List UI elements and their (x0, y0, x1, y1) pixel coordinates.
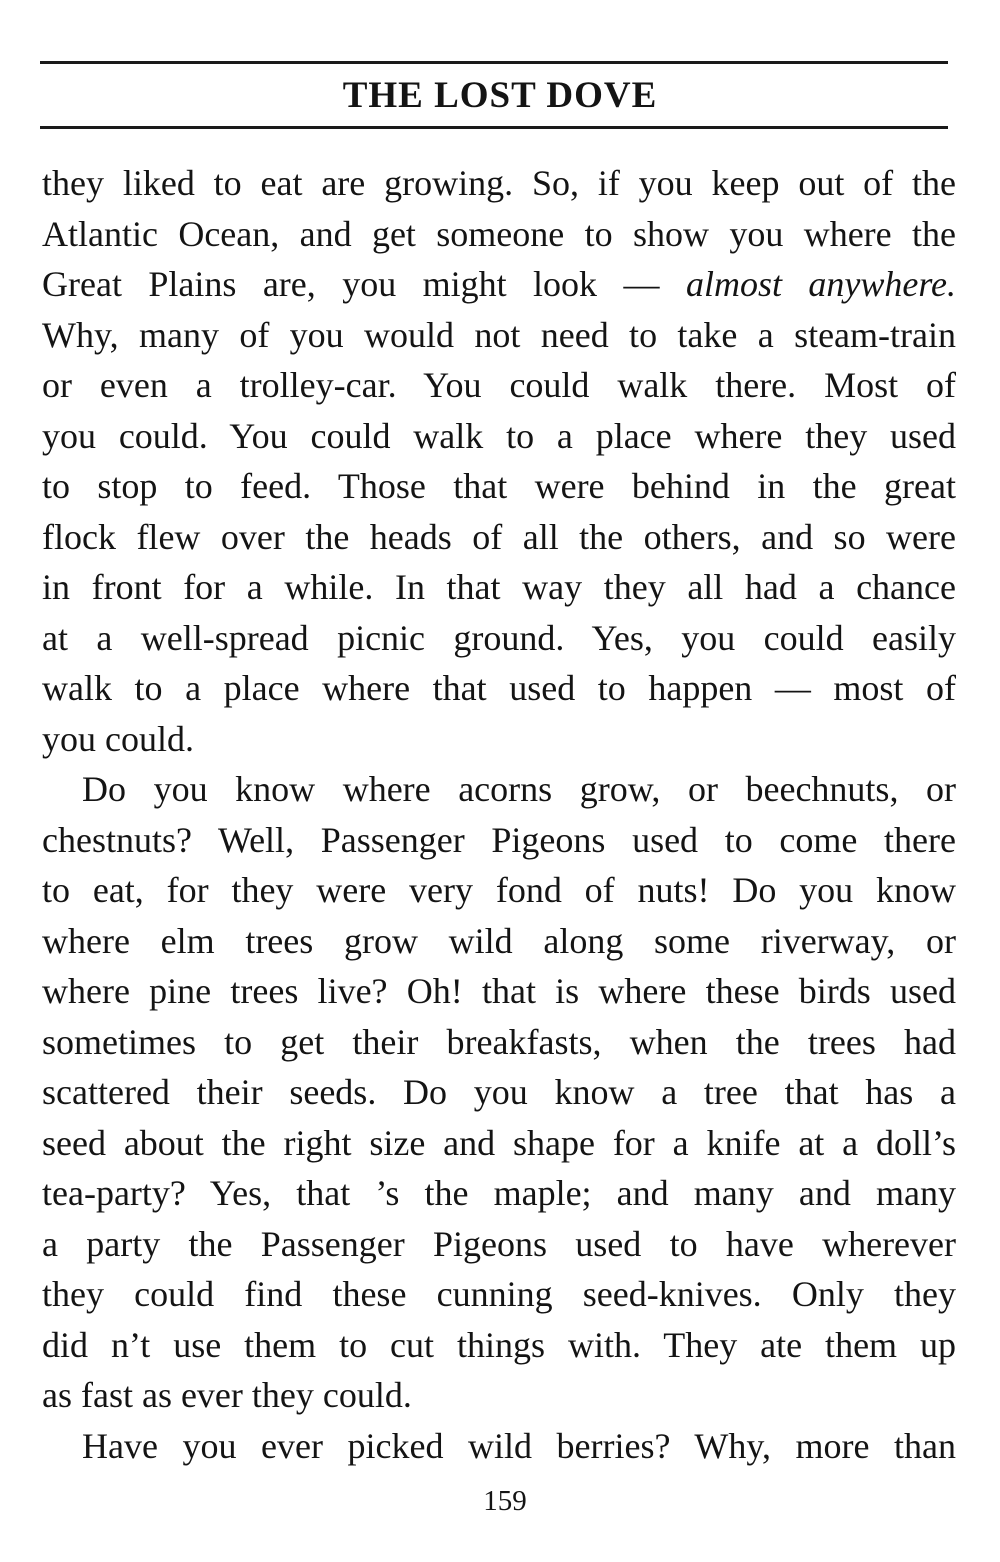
running-head: THE LOST DOVE (342, 75, 658, 116)
text-line: where pine trees live? Oh! that is where these birds used (42, 971, 956, 1011)
text-line: a party the Passenger Pigeons used to have wherever (42, 1223, 956, 1264)
text-line: walk to a place where that used to happen — most of (42, 668, 956, 708)
text-line: tea-party? Yes, that ’s the maple; and many and many (42, 1173, 956, 1213)
text-line: in front for a while. In that way they all had a chance (42, 567, 956, 607)
text-line: did n’t use them to cut things with. They ate them up (42, 1324, 956, 1365)
text-line: Have you ever picked wild berries? Why, more than (82, 1425, 956, 1466)
head-rule (40, 126, 948, 129)
text-line: flock flew over the heads of all the others, and so were (42, 516, 956, 557)
text-line: chestnuts? Well, Passenger Pigeons used to come there (42, 819, 956, 860)
text-line: sometimes to get their breakfasts, when the trees had (42, 1021, 956, 1062)
top-rule (40, 61, 948, 64)
text-line: Why, many of you would not need to take a steam-train (42, 314, 956, 355)
text-line: at a well-spread picnic ground. Yes, you could easily (42, 617, 956, 658)
page-number: 159 (483, 1485, 527, 1517)
text-line: scattered their seeds. Do you know a tree that has a (42, 1072, 956, 1112)
text-line: you could. You could walk to a place where they used (42, 415, 956, 456)
text-line: you could. (42, 718, 194, 759)
italic-phrase: almost anywhere. (685, 264, 956, 304)
text-line: Do you know where acorns grow, or beechnuts, or (82, 769, 956, 809)
text-line: they liked to eat are growing. So, if you keep out of the (42, 163, 956, 203)
text-line: where elm trees grow wild along some riverway, or (42, 920, 956, 961)
text-line: or even a trolley-car. You could walk there. Most of (42, 365, 956, 405)
text-line: as fast as ever they could. (42, 1375, 412, 1415)
body-text (42, 158, 956, 1471)
text-line: to eat, for they were very fond of nuts! Do you know (42, 870, 956, 910)
text-line: seed about the right size and shape for a knife at a doll’s (42, 1122, 956, 1163)
text-line: to stop to feed. Those that were behind in the great (42, 466, 956, 506)
text-span: Great Plains are, you might look — (42, 264, 660, 304)
text-line: they could find these cunning seed-knives. Only they (42, 1274, 956, 1314)
text-line (42, 259, 956, 310)
text-line: Atlantic Ocean, and get someone to show you where the (42, 213, 956, 254)
